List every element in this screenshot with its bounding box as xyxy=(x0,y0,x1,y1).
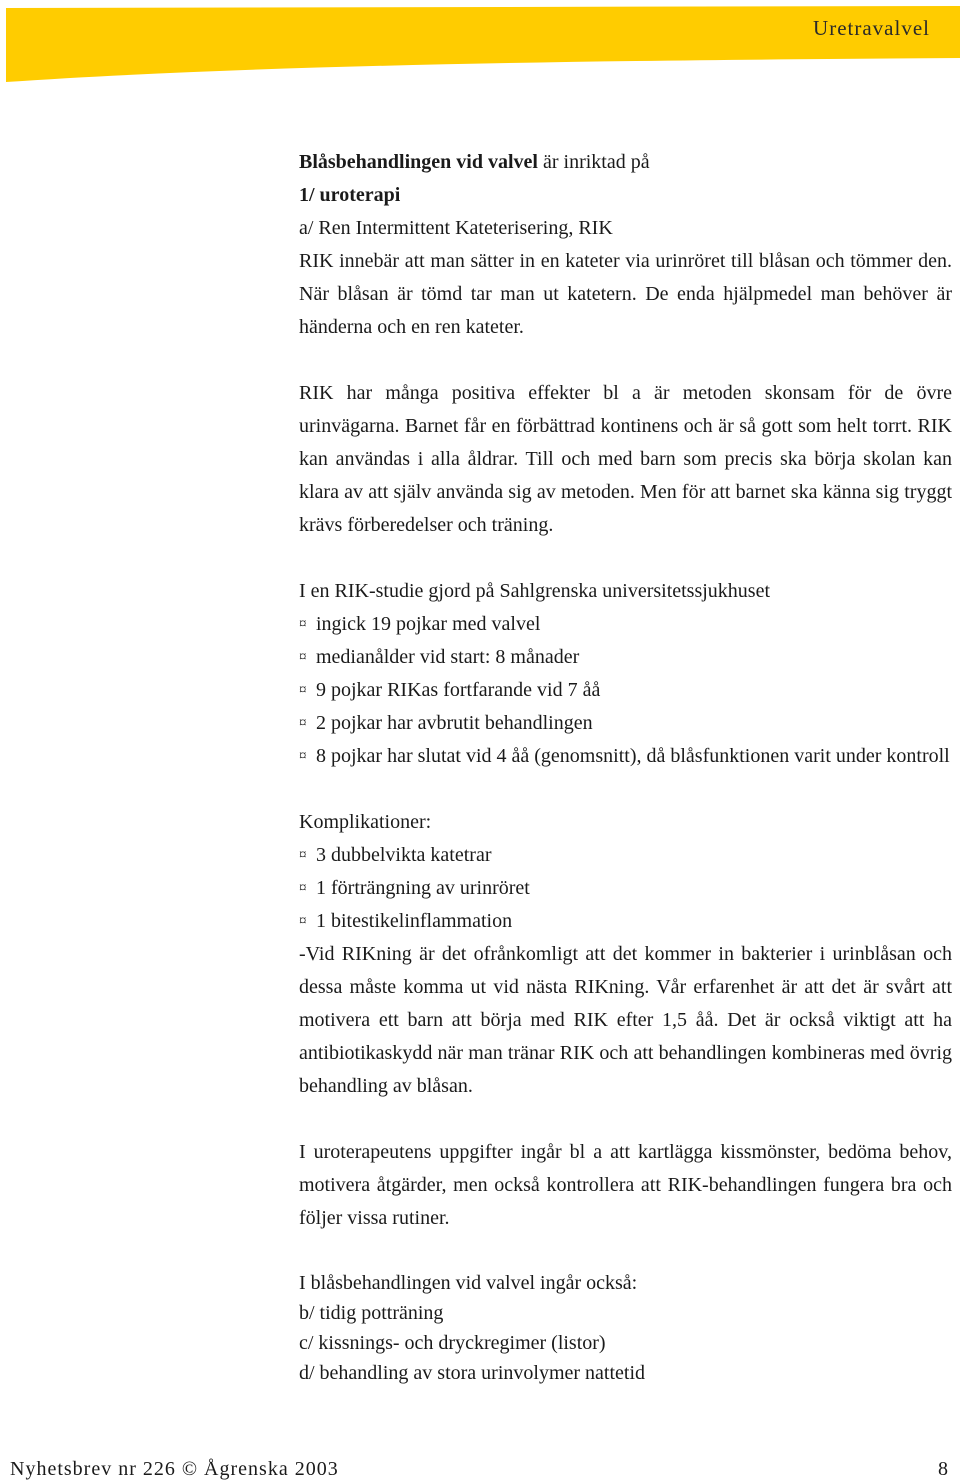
paragraph-rik-effects: RIK har många positiva effekter bl a är metoden skonsam för de övre urinvägarna. Barnet får en förbättrad kontinens och är så gott som helt torrt. RIK kan användas i alla åldrar. Till och med barn som precis ska börja skolan kan klara av att själv använda sig av metoden. Men för att barnet ska känna sig tryggt krävs förberedelser och träning. xyxy=(299,382,952,536)
intro-lead-bold: Blåsbehandlingen vid valvel xyxy=(299,151,538,173)
bullet-icon: ¤ xyxy=(299,616,307,632)
study-item: ¤ medianålder vid start: 8 månader xyxy=(299,641,952,674)
bullet-icon: ¤ xyxy=(299,748,307,764)
complication-item: ¤ 3 dubbelvikta katetrar xyxy=(299,839,952,872)
header-title: Uretravalvel xyxy=(813,16,930,40)
also-item: c/ kissnings- och dryckregimer (listor) xyxy=(299,1332,606,1354)
header-banner-shape xyxy=(0,0,960,90)
bullet-icon: ¤ xyxy=(299,649,307,665)
study-item: ¤ 8 pojkar har slutat vid 4 åå (genomsnitt), då blåsfunktionen varit under kontroll xyxy=(299,740,952,773)
bullet-icon: ¤ xyxy=(299,913,307,929)
intro-lead xyxy=(299,146,952,179)
also-section xyxy=(299,1268,952,1388)
study-item: ¤ 9 pojkar RIKas fortfarande vid 7 åå xyxy=(299,674,952,707)
also-heading: I blåsbehandlingen vid valvel ingår också: xyxy=(299,1272,638,1294)
paragraph-uroterapeut: I uroterapeutens uppgifter ingår bl a att kartlägga kissmönster, bedöma behov, motivera åtgärder, men också kontrollera att RIK-behandlingen fungera bra och följer vissa rutiner. xyxy=(299,1141,952,1229)
study-heading: I en RIK-studie gjord på Sahlgrenska universitetssjukhuset xyxy=(299,580,771,602)
bullet-icon: ¤ xyxy=(299,682,307,698)
paragraph-complications: -Vid RIKning är det ofrånkomligt att det kommer in bakterier i urinblåsan och dessa måste komma ut vid nästa RIKning. Vår erfarenhet är att det är svårt att motivera ett barn att börja med RIK efter 1,5 åå. Det är också viktigt att ha antibiotikaskydd när man tränar RIK och att behandlingen kombineras med övrig behandling av blåsan. xyxy=(299,943,952,1097)
bullet-icon: ¤ xyxy=(299,715,307,731)
complication-item: ¤ 1 förträngning av urinröret xyxy=(299,872,952,905)
page-number: 8 xyxy=(938,1458,948,1480)
also-item: b/ tidig potträning xyxy=(299,1302,444,1324)
subheading-rik: a/ Ren Intermittent Kateterisering, RIK xyxy=(299,217,613,239)
bullet-icon: ¤ xyxy=(299,847,307,863)
article-body xyxy=(299,146,952,1388)
footer-newsletter: Nyhetsbrev nr 226 © Ågrenska 2003 xyxy=(10,1458,339,1480)
also-item: d/ behandling av stora urinvolymer nattetid xyxy=(299,1362,646,1384)
study-item: ¤ 2 pojkar har avbrutit behandlingen xyxy=(299,707,952,740)
paragraph-rik-description: RIK innebär att man sätter in en kateter via urinröret till blåsan och tömmer den. När blåsan är tömd tar man ut katetern. De enda hjälpmedel man behöver är händerna och en ren kateter. xyxy=(299,250,952,338)
bullet-icon: ¤ xyxy=(299,880,307,896)
header-banner xyxy=(0,0,960,90)
study-item: ¤ ingick 19 pojkar med valvel xyxy=(299,608,952,641)
complications-heading: Komplikationer: xyxy=(299,811,432,833)
complication-item: ¤ 1 bitestikelinflammation xyxy=(299,905,952,938)
section-heading-uroterapi: 1/ uroterapi xyxy=(299,184,401,206)
intro-lead-rest: är inriktad på xyxy=(537,151,650,173)
